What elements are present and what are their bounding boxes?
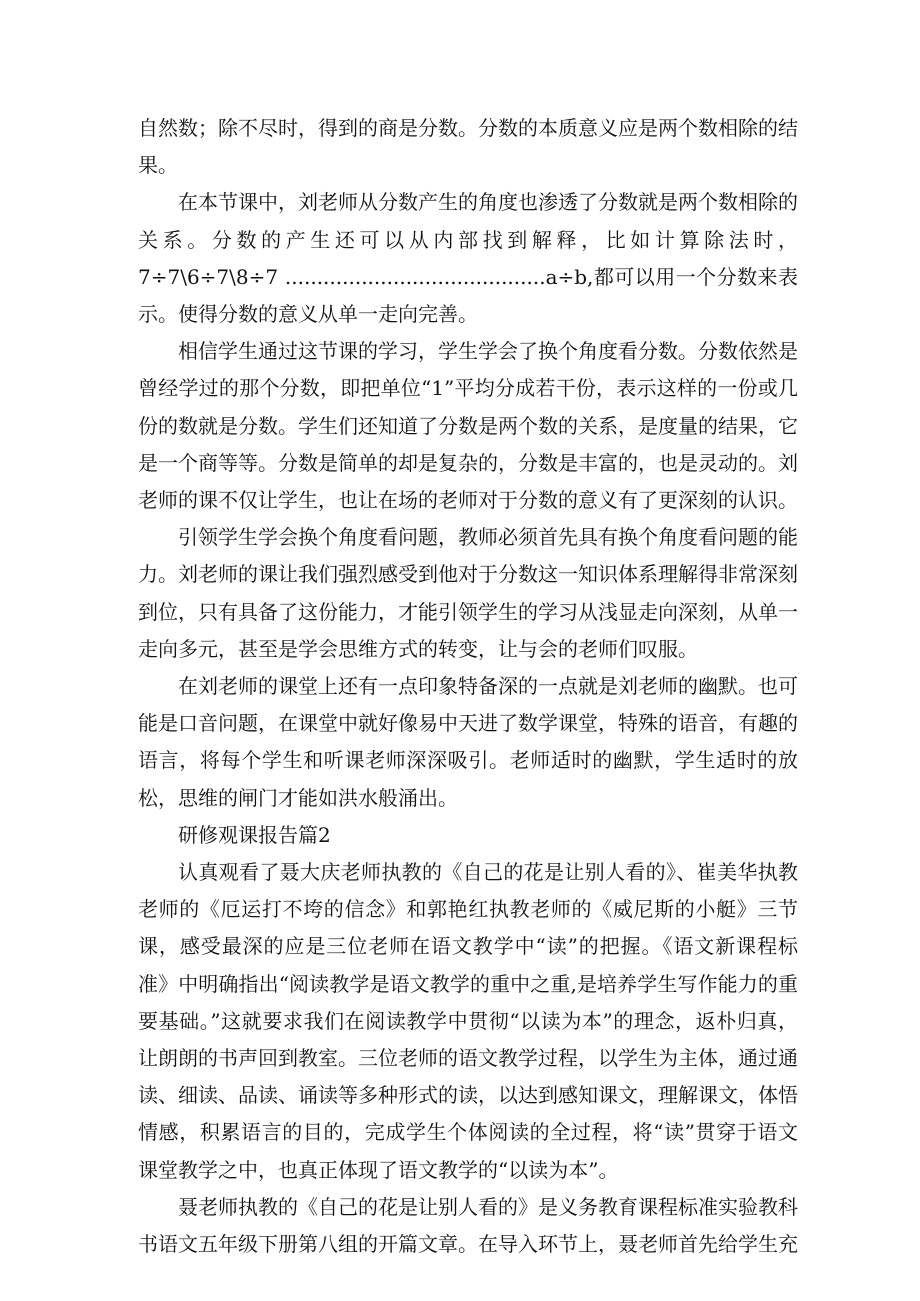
- paragraph-continuation: 自然数；除不尽时，得到的商是分数。分数的本质意义应是两个数相除的结果。: [138, 116, 798, 178]
- paragraph: 在本节课中，刘老师从分数产生的角度也渗透了分数就是两个数相除的关系。分数的产生还可以从内部找到解释，比如计算除法时，7÷7\6÷7\8÷7 .........................................a÷b,都可以用一个分数来表示。使得分数的意义从单一走向完善。: [138, 190, 798, 327]
- section-heading: 研修观课报告篇2: [178, 822, 331, 847]
- paragraph: 认真观看了聂大庆老师执教的《自己的花是让别人看的》、崔美华执教老师的《厄运打不垮的信念》和郭艳红执教老师的《威尼斯的小艇》三节课，感受最深的应是三位老师在语文教学中“读”的把握。《语文新课程标准》中明确指出“阅读教学是语文教学的重中之重,是培养学生写作能力的重要基础。”这就要求我们在阅读教学中贯彻“以读为本”的理念，返朴归真，让朗朗的书声回到教室。三位老师的语文教学过程，以学生为主体，通过通读、细读、品读、诵读等多种形式的读，以达到感知课文，理解课文，体悟情感，积累语言的目的，完成学生个体阅读的全过程，将“读”贯穿于语文课堂教学之中，也真正体现了语文教学的“以读为本”。: [138, 860, 798, 1182]
- paragraph: 在刘老师的课堂上还有一点印象特备深的一点就是刘老师的幽默。也可能是口音问题，在课堂中就好像易中天进了数学课堂，特殊的语音，有趣的语言，将每个学生和听课老师深深吸引。老师适时的幽默，学生适时的放松，思维的闸门才能如洪水般涌出。: [138, 674, 798, 810]
- paragraph: 相信学生通过这节课的学习，学生学会了换个角度看分数。分数依然是曾经学过的那个分数，即把单位“1”平均分成若干份，表示这样的一份或几份的数就是分数。学生们还知道了分数是两个数的关系，是度量的结果，它是一个商等等。分数是简单的却是复杂的，分数是丰富的，也是灵动的。刘老师的课不仅让学生，也让在场的老师对于分数的意义有了更深刻的认识。: [138, 339, 798, 513]
- paragraph: 聂老师执教的《自己的花是让别人看的》是义务教育课程标准实验教科书语文五年级下册第八组的开篇文章。在导入环节上，聂老师首先给学生充: [138, 1194, 798, 1257]
- document-body: [138, 110, 798, 1263]
- paragraph: 引领学生学会换个角度看问题，教师必须首先具有换个角度看问题的能力。刘老师的课让我们强烈感受到他对于分数这一知识体系理解得非常深刻到位，只有具备了这份能力，才能引领学生的学习从浅显走向深刻，从单一走向多元，甚至是学会思维方式的转变，让与会的老师们叹服。: [138, 525, 798, 661]
